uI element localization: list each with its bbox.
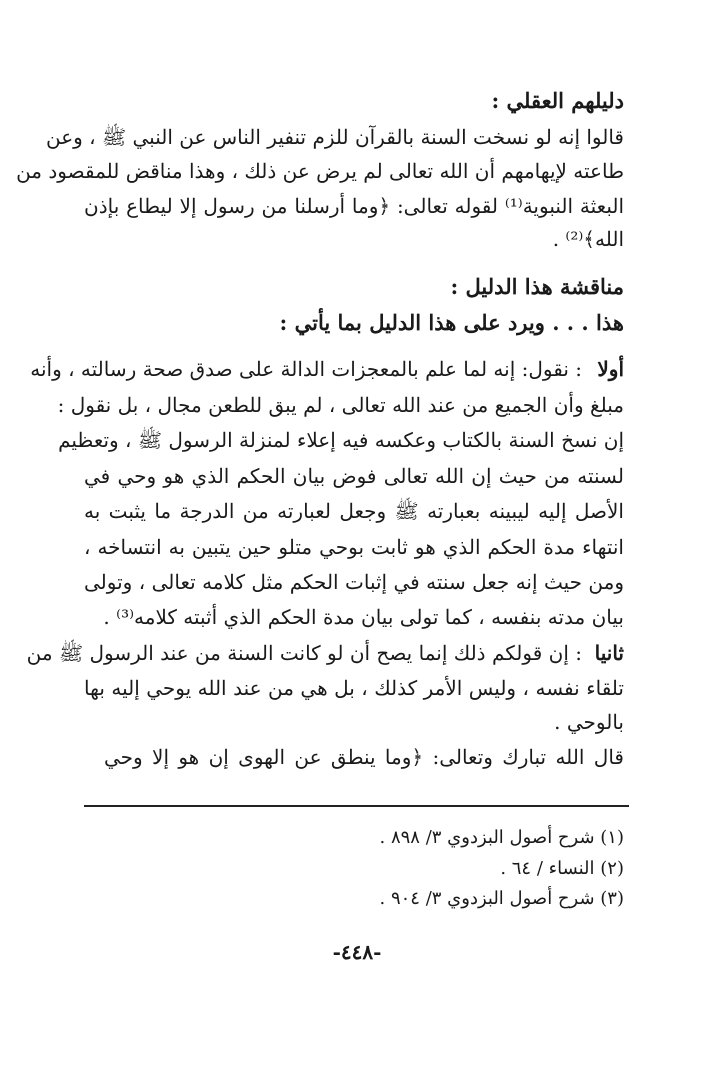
footnote: (١) شرح أصول البزدوي ٣/ ٨٩٨ . — [379, 827, 624, 848]
point-marker-first: أولا — [597, 357, 624, 381]
paragraph-line: طاعته لإيهامهم أن الله تعالى لم يرض عن ذلك ، وهذا مناقض للمقصود من — [16, 159, 624, 183]
first-point-line: الأصل إليه ليبينه بعبارته ﷺ وجعل لعبارته من الدرجة ما يثبت به — [84, 499, 624, 523]
quran-quote-line: قال الله تبارك وتعالى: ﴿وما ينطق عن الهوى إن هو إلا وحي — [104, 745, 624, 769]
paragraph-line: الله﴾⁽²⁾ . — [552, 227, 624, 251]
paragraph-line: البعثة النبوية⁽¹⁾ لقوله تعالى: ﴿وما أرسلنا من رسول إلا ليطاع بإذن — [84, 194, 625, 218]
footnote-separator — [84, 805, 629, 807]
first-point-line: مبلغ وأن الجميع من عند الله تعالى ، لم يبق للطعن مجال ، بل نقول : — [57, 393, 624, 417]
section-subheading: هذا . . . ويرد على هذا الدليل بما يأتي : — [279, 310, 624, 335]
first-point-line: انتهاء مدة الحكم الذي هو ثابت بوحي متلو حين يتبين به انتساخه ، — [84, 535, 624, 559]
first-point-line: بيان مدته بنفسه ، كما تولى بيان مدة الحكم الذي أثبته كلامه⁽³⁾ . — [103, 605, 624, 629]
section-heading-rational-evidence: دليلهم العقلي : — [491, 88, 624, 113]
paragraph-line: قالوا إنه لو نسخت السنة بالقرآن للزم تنفير الناس عن النبي ﷺ ، وعن — [45, 125, 624, 149]
first-point-line: ومن حيث إنه جعل سنته في إثبات الحكم مثل كلامه تعالى ، وتولى — [84, 570, 624, 594]
point-marker-second: ثانيا — [594, 641, 624, 665]
first-point-line: لسنته من حيث إن الله تعالى فوض بيان الحكم الذي هو وحي في — [84, 464, 624, 488]
footnote: (٢) النساء / ٦٤ . — [500, 858, 624, 879]
first-point-line: إن نسخ السنة بالكتاب وعكسه فيه إعلاء لمنزلة الرسول ﷺ ، وتعظيم — [58, 428, 624, 452]
section-heading-discussion: مناقشة هذا الدليل : — [450, 274, 624, 299]
second-point-line: : إن قولكم ذلك إنما يصح أن لو كانت السنة من عند الرسول ﷺ من — [26, 641, 582, 665]
first-point-line: : نقول: إنه لما علم بالمعجزات الدالة على صدق صحة رسالته ، وأنه — [30, 357, 582, 381]
page-number: -٤٤٨- — [332, 940, 382, 964]
footnote: (٣) شرح أصول البزدوي ٣/ ٩٠٤ . — [379, 888, 624, 909]
second-point-line: بالوحي . — [554, 710, 624, 734]
second-point-line: تلقاء نفسه ، وليس الأمر كذلك ، بل هي من عند الله يوحي إليه بها — [84, 676, 624, 700]
